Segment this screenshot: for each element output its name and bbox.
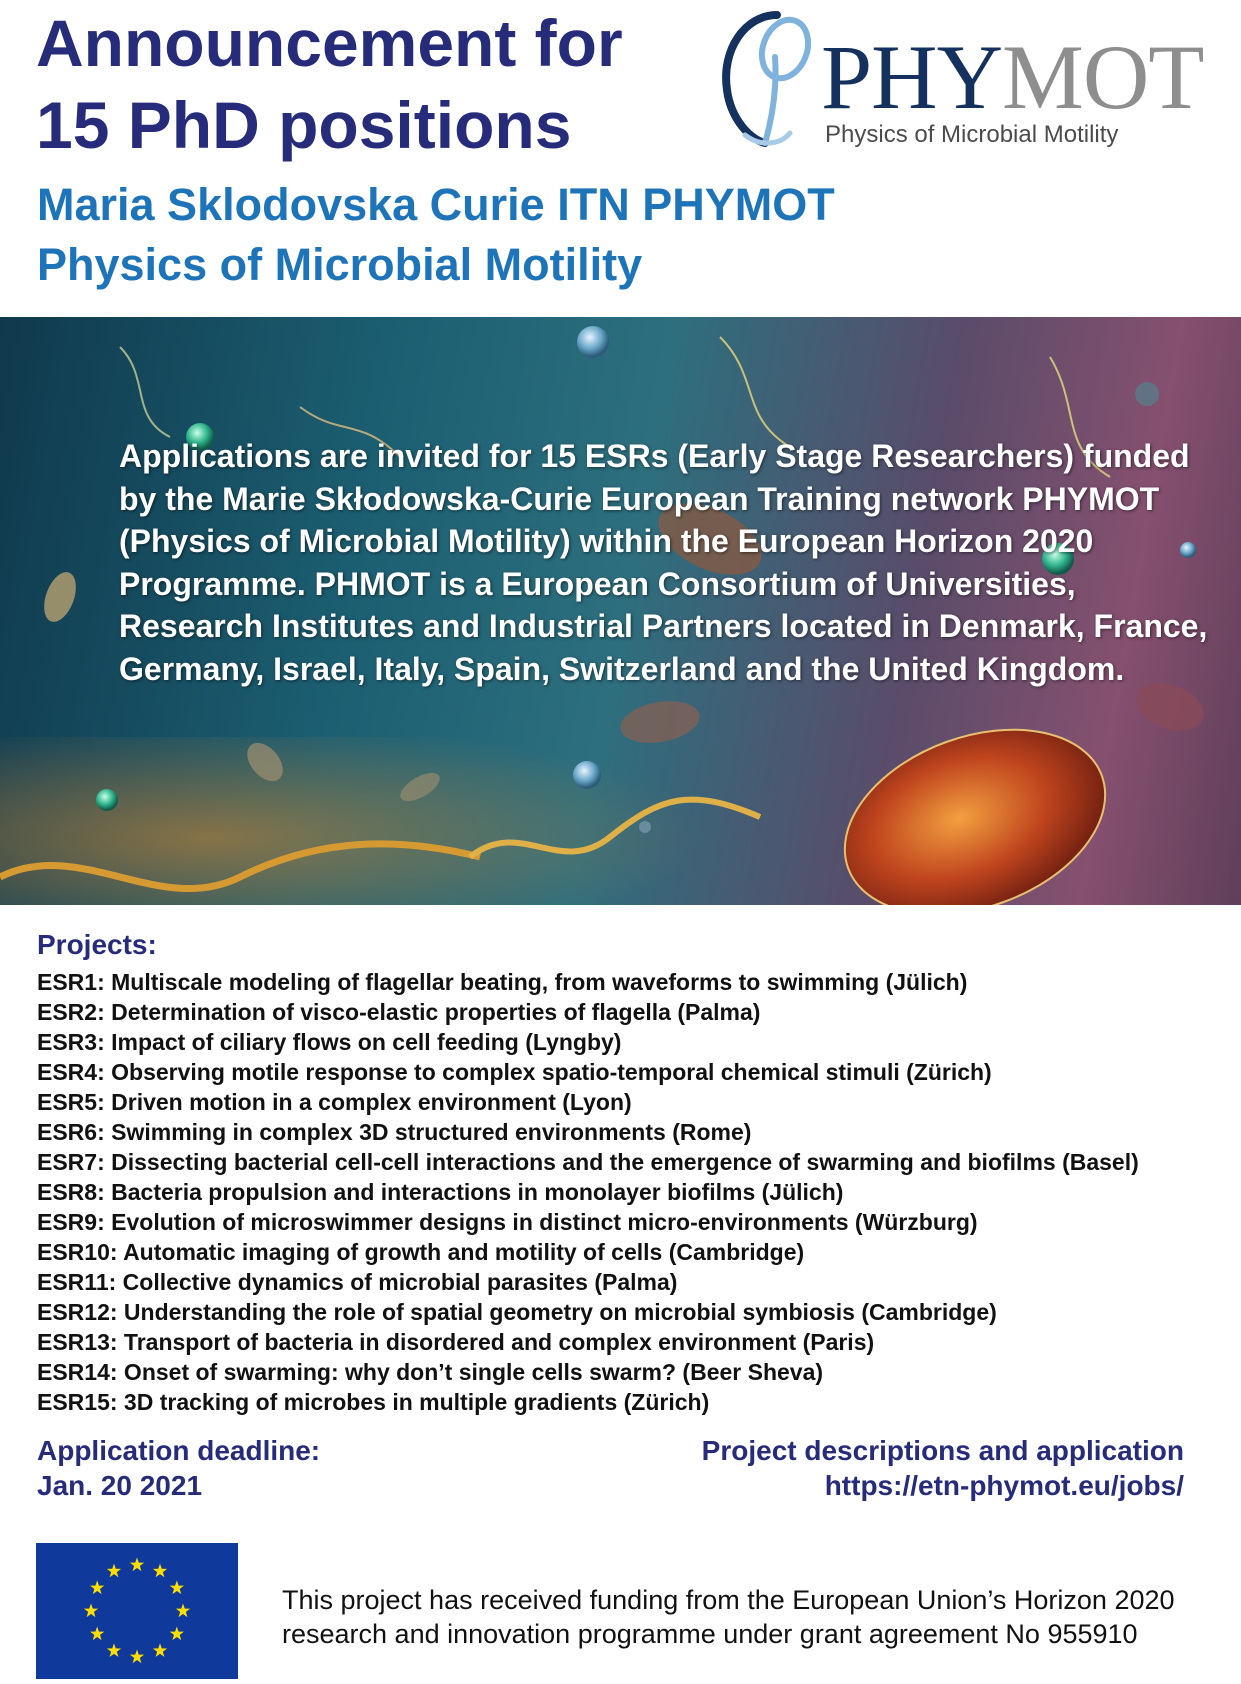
list-item: ESR10: Automatic imaging of growth and motility of cells (Cambridge) <box>37 1239 805 1265</box>
application-deadline <box>37 1433 320 1503</box>
list-item: ESR5: Driven motion in a complex environment (Lyon) <box>37 1089 632 1115</box>
eu-star-icon <box>90 1627 104 1641</box>
projects-list <box>37 967 1139 1417</box>
application-label: Project descriptions and application <box>701 1435 1184 1466</box>
list-item: ESR7: Dissecting bacterial cell-cell interactions and the emergence of swarming and biofilms (Basel) <box>37 1149 1139 1175</box>
eu-star-icon <box>84 1604 98 1618</box>
list-item: ESR14: Onset of swarming: why don’t single cells swarm? (Beer Sheva) <box>37 1359 824 1385</box>
eu-star-icon <box>170 1581 184 1595</box>
list-item: ESR13: Transport of bacteria in disordered and complex environment (Paris) <box>37 1329 875 1355</box>
list-item: ESR4: Observing motile response to complex spatio-temporal chemical stimuli (Zürich) <box>37 1059 992 1085</box>
eu-flag <box>36 1543 238 1679</box>
eu-star-icon <box>153 1643 167 1657</box>
eu-star-icon <box>107 1564 121 1578</box>
eu-star-icon <box>130 1558 144 1572</box>
eu-star-icon <box>90 1581 104 1595</box>
deadline-date: Jan. 20 2021 <box>37 1470 203 1501</box>
microbe-banner <box>0 317 1241 905</box>
title-line-2: 15 PhD positions <box>36 88 572 162</box>
funding-statement <box>282 1583 1175 1651</box>
eu-star-icon <box>170 1627 184 1641</box>
logo-tagline: Physics of Microbial Motility <box>825 121 1119 148</box>
application-link[interactable]: https://etn-phymot.eu/jobs/ <box>824 1470 1184 1501</box>
list-item: ESR1: Multiscale modeling of flagellar beating, from waveforms to swimming (Jülich) <box>37 969 968 995</box>
list-item: ESR12: Understanding the role of spatial geometry on microbial symbiosis (Cambridge) <box>37 1299 997 1325</box>
banner-invitation-text: Applications are invited for 15 ESRs (Early Stage Researchers) funded by the Marie Skłodowska-Curie European Training network PHYMOT (Physics of Microbial Motility) within the European Horizon 2020 Programme. PHMOT is a European Consortium of Universities, Research Institutes and Industrial Partners located in Denmark, France, Germany, Israel, Italy, Spain, Switzerland and the United Kingdom. <box>119 438 1208 687</box>
wordmark-mot: MOT <box>1002 26 1204 128</box>
deadline-label: Application deadline: <box>37 1435 321 1466</box>
list-item: ESR2: Determination of visco-elastic properties of flagella (Palma) <box>37 999 761 1025</box>
subtitle-line-1: Maria Sklodovska Curie ITN PHYMOT <box>37 179 835 230</box>
list-item: ESR11: Collective dynamics of microbial parasites (Palma) <box>37 1269 678 1295</box>
list-item: ESR9: Evolution of microswimmer designs in distinct micro-environments (Würzburg) <box>37 1209 978 1235</box>
projects-heading: Projects: <box>37 929 157 960</box>
announcement-title <box>36 2 623 166</box>
funding-line-2: research and innovation programme under grant agreement No 955910 <box>282 1619 1138 1649</box>
application-info <box>702 1433 1184 1503</box>
list-item: ESR3: Impact of ciliary flows on cell feeding (Lyngby) <box>37 1029 622 1055</box>
phymot-logo <box>715 5 1204 155</box>
eu-star-icon <box>130 1650 144 1664</box>
eu-stars-icon <box>36 1543 238 1679</box>
network-subtitle <box>37 175 835 295</box>
list-item: ESR8: Bacteria propulsion and interactions in monolayer biofilms (Jülich) <box>37 1179 844 1205</box>
phymot-wordmark <box>821 26 1204 128</box>
wordmark-phy: PHY <box>821 26 1003 128</box>
list-item: ESR15: 3D tracking of microbes in multiple gradients (Zürich) <box>37 1389 710 1415</box>
funding-line-1: This project has received funding from the European Union’s Horizon 2020 <box>282 1585 1175 1615</box>
list-item: ESR6: Swimming in complex 3D structured environments (Rome) <box>37 1119 752 1145</box>
eu-star-icon <box>107 1643 121 1657</box>
title-line-1: Announcement for <box>36 6 623 80</box>
eu-star-icon <box>176 1604 190 1618</box>
phymot-logo-icon <box>715 5 825 155</box>
eu-star-icon <box>153 1564 167 1578</box>
subtitle-line-2: Physics of Microbial Motility <box>37 239 643 290</box>
